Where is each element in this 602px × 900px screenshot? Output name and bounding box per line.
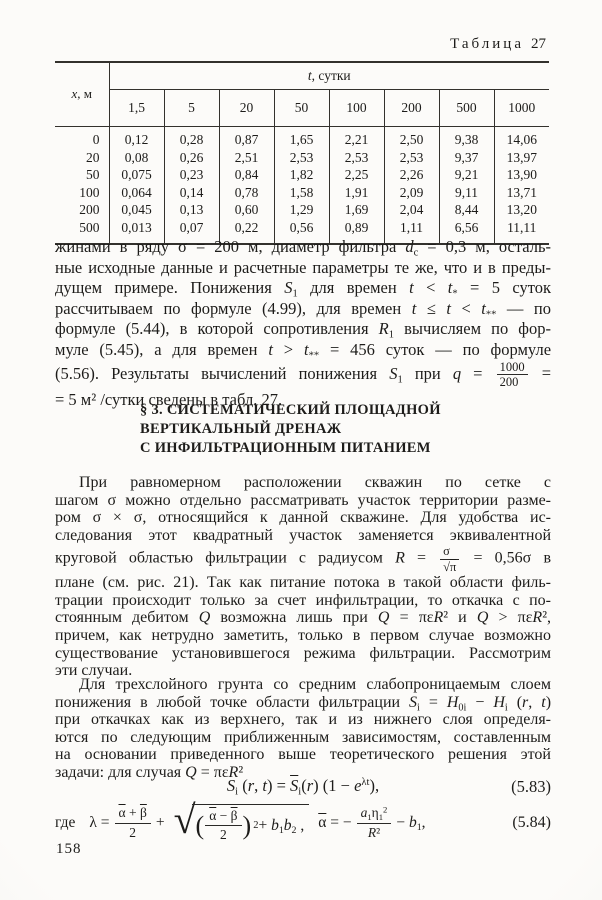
text-line: муле (5.45), а для времен $t > t_{**} = 456$ суток — по формуле — [55, 339, 552, 361]
table-cell: 6,56 — [439, 220, 494, 245]
text-segment: = 0,56σ в — [461, 549, 552, 567]
text-line: задачи: для случая Q = πεR² — [55, 763, 244, 781]
fraction-denominator: 2 — [129, 824, 137, 840]
text-segment: (5.56). Результаты вычислений понижения $S_1$ при q = — [55, 363, 495, 386]
table-cell: 9,21 — [439, 167, 494, 185]
fraction — [205, 808, 241, 843]
table-cell: 1,11 — [384, 220, 439, 245]
table-cell: 0,13 — [164, 202, 219, 220]
table-cell: 2,09 — [384, 185, 439, 203]
table-cell: 0,08 — [109, 150, 164, 168]
table-cell: 0,78 — [219, 185, 274, 203]
table-cell: 0,89 — [329, 220, 384, 245]
radical-sign: √ — [173, 796, 196, 842]
heading-line: С ИНФИЛЬТРАЦИОННЫМ ПИТАНИЕМ — [140, 440, 431, 456]
fraction-numerator: $\overline{\alpha} - \overline{\beta}$ — [205, 808, 241, 826]
formula-segment: + $b_1b_2$ , — [258, 816, 305, 836]
fraction-denominator: 200 — [499, 375, 519, 390]
col-header: 20 — [219, 90, 274, 127]
fraction-numerator: 1000 — [497, 360, 528, 375]
open-paren: ( — [195, 810, 205, 840]
table-row — [55, 167, 549, 185]
text-line: = 5 м² /сутки сведены в табл. 27. — [55, 389, 283, 409]
radical — [173, 796, 310, 843]
row-header-cell: 20 — [55, 150, 109, 168]
table-cell: 0,12 — [109, 127, 164, 150]
heading-line: § 3. СИСТЕМАТИЧЕСКИЙ ПЛОЩАДНОЙ — [140, 402, 441, 418]
table-cell: 0,064 — [109, 185, 164, 203]
table-cell: 0,60 — [219, 202, 274, 220]
table-caption-number: 27 — [531, 36, 546, 52]
fraction-denominator: R² — [367, 824, 381, 840]
table-cell: 9,38 — [439, 127, 494, 150]
fraction-denominator: 2 — [219, 827, 227, 842]
text-line: рассчитываем по формуле (4.99), для времен $t \le t < t_{**}$ — по — [55, 298, 551, 320]
text-line: стоянным дебитом Q возможна лишь при Q = πεR² и Q > πεR², — [55, 609, 551, 627]
row-header-cell: 200 — [55, 202, 109, 220]
table-cell: 2,26 — [384, 167, 439, 185]
paragraph-1 — [55, 237, 551, 410]
text-line: ются по следующим приближенным зависимостям, составленным — [55, 728, 551, 746]
text-line: При равномерном расположении скважин по сетке с — [79, 474, 551, 491]
row-header-cell: 100 — [55, 185, 109, 203]
row-header-cell: 0 — [55, 127, 109, 150]
formula-5-83 — [55, 776, 551, 796]
table-cell: 0,22 — [219, 220, 274, 245]
table-cell: 0,28 — [164, 127, 219, 150]
formula-segment: $\overline{\alpha}$ = − — [318, 814, 352, 831]
fraction-numerator: $\overline{\alpha} + \overline{\beta}$ — [115, 805, 151, 823]
table-cell: 0,075 — [109, 167, 164, 185]
table-cell: 11,11 — [507, 219, 537, 235]
fraction-numerator: σ — [440, 544, 459, 559]
col-header-x: x, м — [55, 62, 109, 127]
table-cell: 13,97 — [506, 149, 537, 165]
text-line: шагом σ можно отдельно рассматривать участок территории разме- — [55, 491, 551, 509]
equation-number: (5.83) — [511, 777, 551, 796]
text-line: ные исходные данные и расчетные параметры те же, что и в преды- — [55, 257, 551, 277]
table-row — [55, 150, 549, 168]
text-line: при откачках как из верхнего, так и из нижнего слоя определя- — [55, 711, 551, 728]
table-cell: 9,11 — [439, 185, 494, 203]
table-body — [55, 127, 549, 245]
text-line: плане (см. рис. 21). Так как питание потока в такой области филь- — [55, 574, 551, 592]
table-cell: 2,25 — [329, 167, 384, 185]
table-cell: 0,14 — [164, 185, 219, 203]
text-line: понижения в любой точке области фильтрации $S_i = H_{0i} - H_i$ (r, t) — [55, 693, 552, 713]
text-line — [55, 360, 551, 390]
col-header: 50 — [274, 90, 329, 127]
text-line: дущем примере. Понижения $S_1$ для времен $t < t_* = 5$ суток — [55, 278, 551, 300]
table-cell: 2,04 — [384, 202, 439, 220]
table-cell: 13,20 — [506, 202, 537, 218]
text-segment: = — [529, 363, 551, 383]
col-header: 100 — [329, 90, 384, 127]
table-row — [55, 202, 549, 220]
where-label: где — [55, 814, 76, 831]
text-line: следования этот квадратный участок заменяется эквивалентной — [55, 526, 551, 544]
equation-number: (5.84) — [512, 814, 551, 831]
text-line: жинами в ряду σ = 200 м, диаметр фильтра $d_с = 0,3$ м, осталь- — [55, 237, 551, 259]
inline-fraction — [440, 544, 459, 574]
table-cell: 0,23 — [164, 167, 219, 185]
fraction-numerator: $a_1\eta_1^2$ — [357, 805, 392, 823]
table-cell: 0,87 — [219, 127, 274, 150]
table-cell: 1,91 — [329, 185, 384, 203]
exponent: 2 — [253, 820, 259, 831]
heading-line: ВЕРТИКАЛЬНЫЙ ДРЕНАЖ — [140, 421, 342, 437]
text-line: Для трехслойного грунта со средним слабопроницаемым слоем — [79, 676, 551, 693]
table-cell: 0,56 — [274, 220, 329, 245]
text-line: на основании приведенного выше теоретического решения этой — [55, 746, 551, 763]
page-number: 158 — [56, 841, 82, 857]
table-27 — [55, 61, 549, 245]
table-cell: 8,44 — [439, 202, 494, 220]
table-cell: 1,65 — [274, 127, 329, 150]
table-cell: 2,53 — [384, 150, 439, 168]
col-header: 500 — [439, 90, 494, 127]
table-row — [55, 127, 549, 150]
col-header: 1000 — [508, 99, 536, 115]
table-caption-word: Таблица — [450, 36, 524, 52]
table-cell: 0,84 — [219, 167, 274, 185]
table-cell: 2,53 — [329, 150, 384, 168]
close-paren: ) — [242, 810, 252, 840]
plus-sign: + — [155, 814, 165, 831]
paragraph-2 — [55, 474, 551, 680]
text-segment: круговой областью фильтрации с радиусом R = — [55, 549, 439, 567]
row-header-cell: 50 — [55, 167, 109, 185]
table-cell: 0,26 — [164, 150, 219, 168]
text-line: существование установившегося режима фильтрации. Рассмотрим — [55, 644, 551, 662]
text-line: формуле (5.44), в которой сопротивления $R_1$ вычисляем по фор- — [55, 319, 551, 341]
section-heading — [140, 401, 441, 458]
table-cell: 13,71 — [506, 184, 537, 200]
table-cell: 1,82 — [274, 167, 329, 185]
fraction — [115, 805, 151, 840]
overlined-s: $\overline{S}$ — [290, 776, 299, 795]
text-line: трации происходит только за счет инфильтрации, то откачка с по- — [55, 591, 551, 609]
text-line — [55, 544, 551, 574]
fraction — [357, 805, 392, 840]
table-cell: 2,51 — [219, 150, 274, 168]
col-header: 1,5 — [109, 90, 164, 127]
table-cell: 2,21 — [329, 127, 384, 150]
paragraph-3 — [55, 676, 551, 781]
table-cell: 1,29 — [274, 202, 329, 220]
col-header: 5 — [164, 90, 219, 127]
table-cell: 1,69 — [329, 202, 384, 220]
text-line: причем, как нетрудно заметить, только в первом случае возможно — [55, 626, 551, 644]
row-header-cell: 500 — [55, 220, 109, 245]
table-cell: 13,90 — [506, 167, 537, 183]
formula-segment: $_i$(r) $(1 - e^{\lambda t})$, — [298, 776, 380, 798]
col-group-t: t, сутки — [109, 62, 549, 90]
data-table — [55, 61, 549, 245]
table-cell: 9,37 — [439, 150, 494, 168]
formula-segment: $S_i$ (r, t) = — [226, 776, 291, 798]
formula-lhs: λ = — [89, 814, 110, 831]
table-cell: 0,045 — [109, 202, 164, 220]
table-cell: 2,50 — [384, 127, 439, 150]
formula-5-84 — [55, 796, 551, 847]
table-header — [55, 62, 549, 127]
fraction-denominator: √π — [443, 559, 457, 574]
table-caption — [450, 36, 546, 53]
text-line: ром σ × σ, относящийся к данной скважине. Для удобства ис- — [55, 509, 551, 527]
radicand — [192, 804, 310, 843]
col-header: 200 — [384, 90, 439, 127]
table-cell: 14,06 — [506, 132, 537, 148]
table-cell: 2,53 — [274, 150, 329, 168]
table-cell: 0,013 — [109, 220, 164, 245]
text-line: эти случаи. — [55, 662, 133, 680]
table-cell: 1,58 — [274, 185, 329, 203]
formula-segment: − $b_1$, — [396, 814, 426, 834]
table-cell: 0,07 — [164, 220, 219, 245]
inline-fraction — [497, 360, 528, 390]
table-row — [55, 185, 549, 203]
